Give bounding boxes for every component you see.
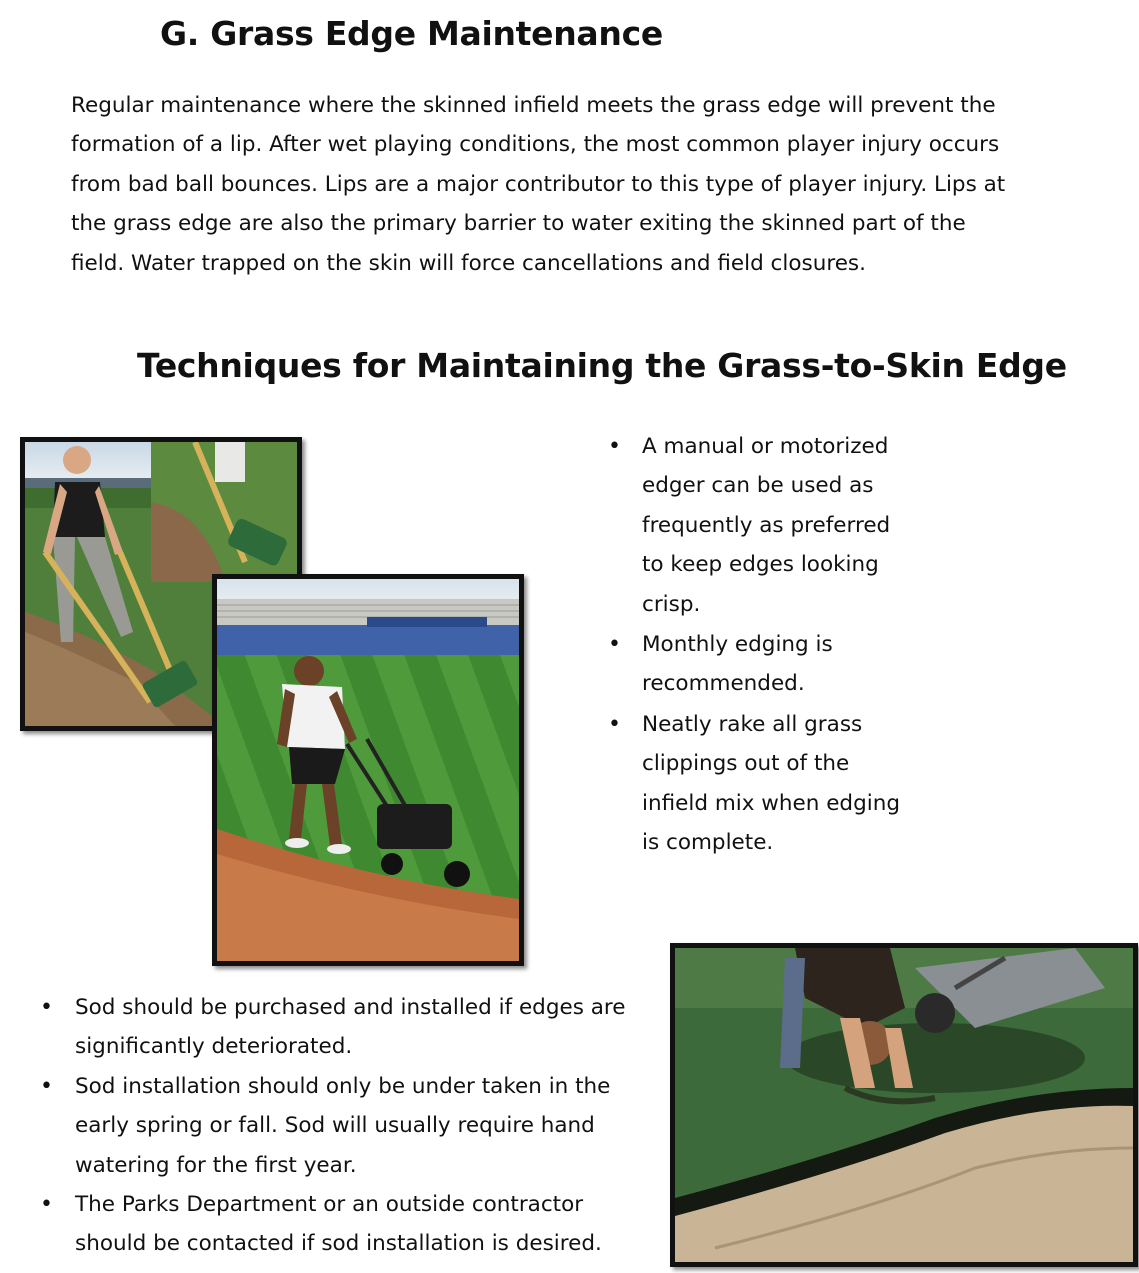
edging-tips-list — [608, 427, 918, 862]
intro-paragraph: Regular maintenance where the skinned infield meets the grass edge will prevent the formation of a lip. After wet playing conditions, the most common player injury occurs from bad ball bounces. Lips are a major contributor to this type of player injury. Lips at the grass edge are also the primary barrier to water exiting the skinned part of the field. Water trapped on the skin will force cancellations and field closures. — [71, 93, 1006, 276]
sod-installation-photo — [670, 943, 1138, 1267]
list-item: • Monthly edging is recommended. — [608, 625, 918, 704]
list-item: • The Parks Department or an outside contractor should be contacted if sod installation is desired. — [40, 1185, 660, 1264]
motorized-edger-photo — [212, 574, 524, 966]
list-item: • Neatly rake all grass clippings out of the infield mix when edging is complete. — [608, 705, 918, 863]
section-title: G. Grass Edge Maintenance — [160, 14, 663, 53]
sod-tips-list — [40, 988, 660, 1264]
techniques-heading: Techniques for Maintaining the Grass-to-Skin Edge — [137, 346, 1067, 385]
list-item: • Sod should be purchased and installed if edges are significantly deteriorated. — [40, 988, 660, 1067]
list-item: • A manual or motorized edger can be used as frequently as preferred to keep edges looking crisp. — [608, 427, 918, 624]
list-item: • Sod installation should only be under taken in the early spring or fall. Sod will usually require hand watering for the first year. — [40, 1067, 660, 1185]
